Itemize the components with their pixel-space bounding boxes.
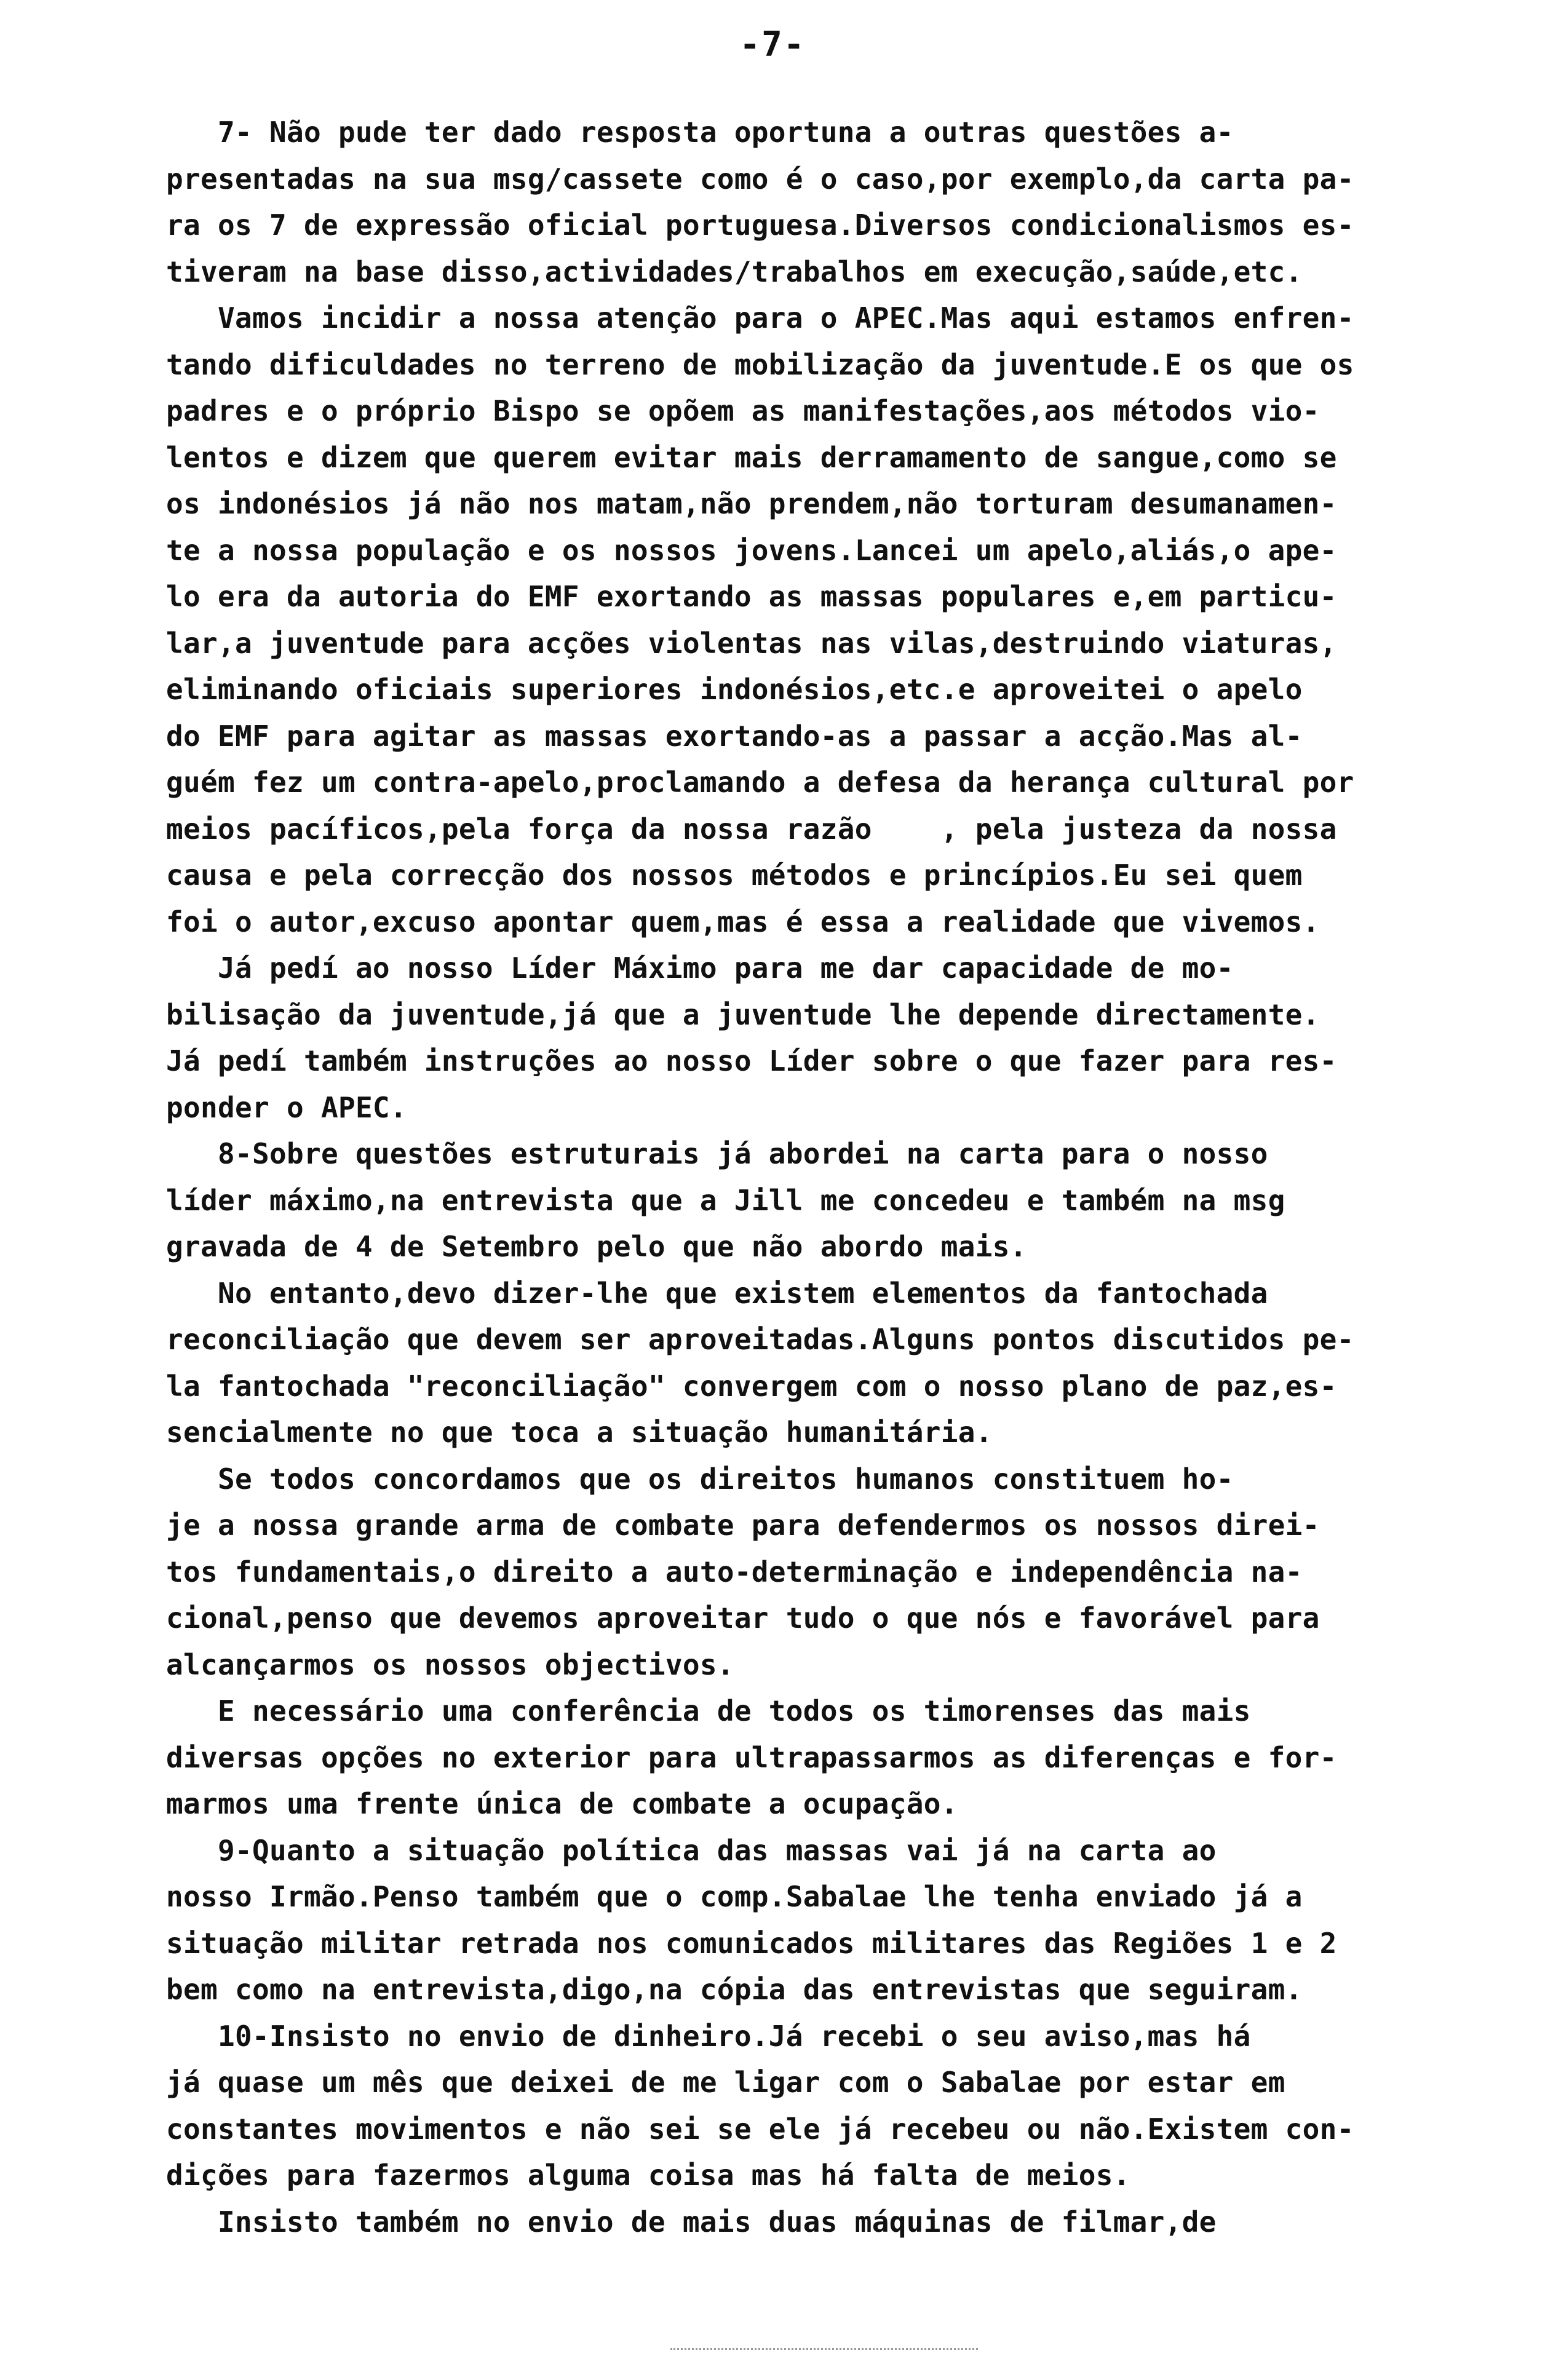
text-line: dições para fazermos alguma coisa mas há falta de meios.: [166, 2159, 1130, 2192]
bottom-divider: [670, 2348, 978, 2350]
text-line: tos fundamentais,o direito a auto-determinação e independência na-: [166, 1555, 1303, 1589]
text-line: te a nossa população e os nossos jovens.Lancei um apelo,aliás,o ape-: [166, 533, 1337, 567]
letter-body: [166, 109, 1470, 2245]
text-line: lo era da autoria do EMF exortando as massas populares e,em particu-: [166, 580, 1337, 613]
text-line: tando dificuldades no terreno de mobilização da juventude.E os que os: [166, 347, 1354, 381]
text-line: bem como na entrevista,digo,na cópia das entrevistas que seguiram.: [166, 1973, 1303, 2006]
text-line: Se todos concordamos que os direitos humanos constituem ho-: [166, 1462, 1234, 1496]
text-line: causa e pela correcção dos nossos métodos e princípios.Eu sei quem: [166, 859, 1303, 892]
text-line: Já pedí também instruções ao nosso Líder sobre o que fazer para res-: [166, 1044, 1337, 1077]
text-line: meios pacíficos,pela força da nossa razão , pela justeza da nossa: [166, 812, 1337, 846]
text-line: foi o autor,excuso apontar quem,mas é essa a realidade que vivemos.: [166, 905, 1320, 938]
text-line: líder máximo,na entrevista que a Jill me concedeu e também na msg: [166, 1183, 1285, 1217]
text-line: ra os 7 de expressão oficial portuguesa.Diversos condicionalismos es-: [166, 208, 1354, 242]
text-line: sencialmente no que toca a situação humanitária.: [166, 1416, 993, 1449]
text-line: tiveram na base disso,actividades/trabalhos em execução,saúde,etc.: [166, 255, 1303, 288]
text-line: do EMF para agitar as massas exortando-as a passar a acção.Mas al-: [166, 719, 1303, 753]
text-line: 9-Quanto a situação política das massas vai já na carta ao: [166, 1833, 1217, 1867]
text-line: E necessário uma conferência de todos os timorenses das mais: [166, 1694, 1251, 1727]
text-line: presentadas na sua msg/cassete como é o caso,por exemplo,da carta pa-: [166, 162, 1354, 196]
text-line: situação militar retrada nos comunicados militares das Regiões 1 e 2: [166, 1926, 1337, 1960]
text-line: lar,a juventude para acções violentas nas vilas,destruindo viaturas,: [166, 626, 1337, 660]
text-line: alcançarmos os nossos objectivos.: [166, 1648, 734, 1681]
text-line: No entanto,devo dizer-lhe que existem elementos da fantochada: [166, 1276, 1268, 1310]
text-line: diversas opções no exterior para ultrapassarmos as diferenças e for-: [166, 1740, 1337, 1774]
text-line: 8-Sobre questões estruturais já abordei na carta para o nosso: [166, 1137, 1268, 1170]
text-line: ponder o APEC.: [166, 1090, 407, 1124]
text-line: Insisto também no envio de mais duas máquinas de filmar,de: [166, 2205, 1217, 2239]
text-line: constantes movimentos e não sei se ele já recebeu ou não.Existem con-: [166, 2112, 1354, 2146]
page-number: -7-: [739, 25, 806, 65]
text-line: 10-Insisto no envio de dinheiro.Já recebi o seu aviso,mas há: [166, 2019, 1251, 2053]
text-line: 7- Não pude ter dado resposta oportuna a outras questões a-: [166, 116, 1234, 149]
text-line: Vamos incidir a nossa atenção para o APEC.Mas aqui estamos enfren-: [166, 301, 1354, 335]
text-line: la fantochada "reconciliação" convergem com o nosso plano de paz,es-: [166, 1369, 1337, 1403]
text-line: Já pedí ao nosso Líder Máximo para me dar capacidade de mo-: [166, 951, 1234, 985]
text-line: marmos uma frente única de combate a ocupação.: [166, 1787, 958, 1820]
text-line: padres e o próprio Bispo se opõem as manifestações,aos métodos vio-: [166, 394, 1320, 427]
text-line: lentos e dizem que querem evitar mais derramamento de sangue,como se: [166, 440, 1337, 474]
text-line: gravada de 4 de Setembro pelo que não abordo mais.: [166, 1230, 1027, 1263]
text-line: eliminando oficiais superiores indonésios,etc.e aproveitei o apelo: [166, 673, 1303, 706]
text-line: os indonésios já não nos matam,não prendem,não torturam desumanamen-: [166, 487, 1337, 520]
text-line: já quase um mês que deixei de me ligar com o Sabalae por estar em: [166, 2066, 1285, 2099]
text-line: reconciliação que devem ser aproveitadas.Alguns pontos discutidos pe-: [166, 1323, 1354, 1356]
text-line: nosso Irmão.Penso também que o comp.Sabalae lhe tenha enviado já a: [166, 1880, 1303, 1913]
text-line: je a nossa grande arma de combate para defendermos os nossos direi-: [166, 1509, 1320, 1542]
text-line: cional,penso que devemos aproveitar tudo o que nós e favorável para: [166, 1601, 1320, 1635]
text-line: bilisação da juventude,já que a juventude lhe depende directamente.: [166, 998, 1320, 1031]
text-line: guém fez um contra-apelo,proclamando a defesa da herança cultural por: [166, 766, 1354, 799]
